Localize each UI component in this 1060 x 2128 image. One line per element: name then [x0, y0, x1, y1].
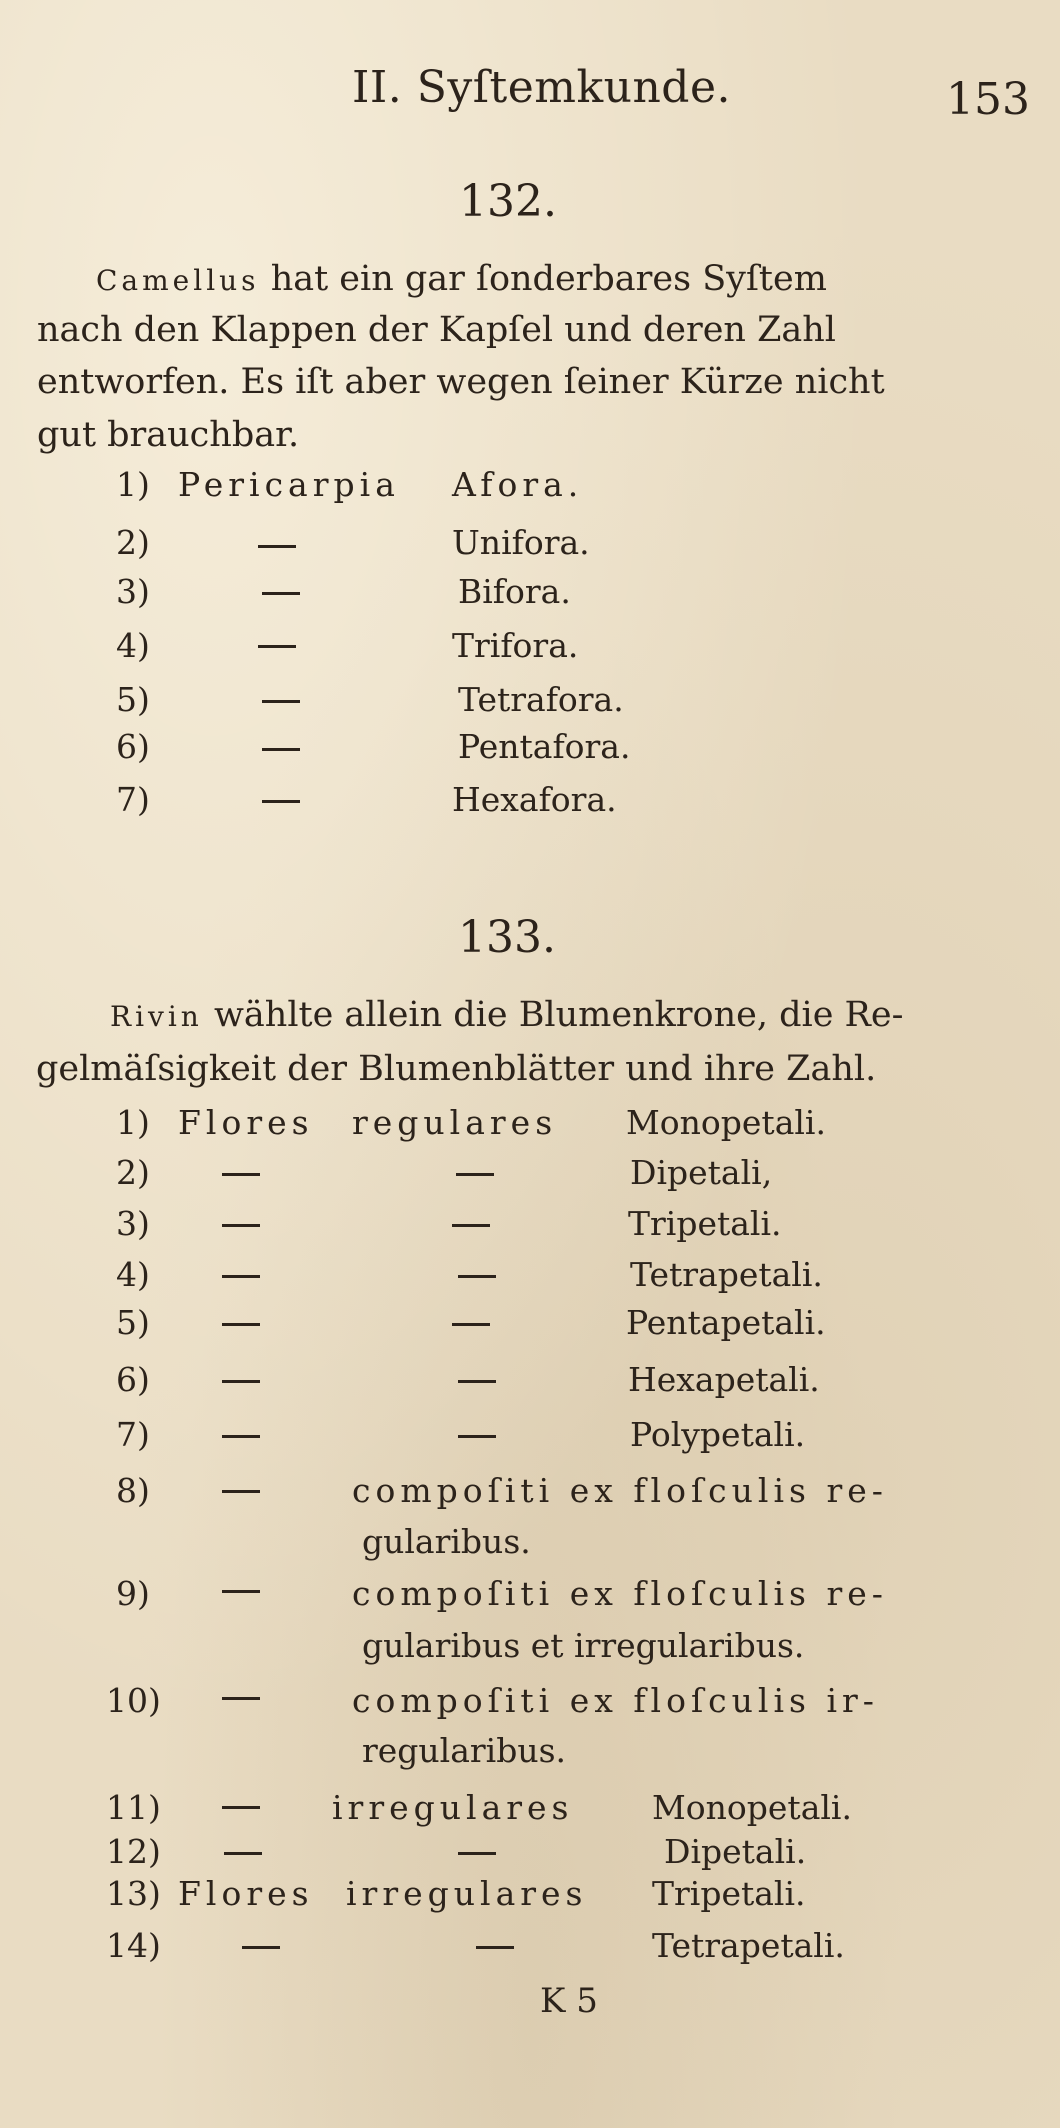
paragraph-text: wählte allein die Blumenkrone, die Re-	[202, 995, 904, 1035]
ditto-dash	[222, 1490, 260, 1493]
paragraph-132-line-2: nach den Klappen der Kapſel und deren Zahl	[37, 310, 837, 350]
ditto-dash	[224, 1852, 262, 1855]
paragraph-132-line-1	[96, 259, 827, 299]
author-name-rivin: Rivin	[110, 1000, 203, 1033]
list-133-c3-9: gularibus et irregularibus.	[362, 1626, 805, 1665]
paragraph-text: hat ein gar ſonderbares Syſtem	[259, 259, 827, 299]
list-133-num-14: 14)	[106, 1926, 161, 1965]
list-133-c3-13: Tripetali.	[652, 1874, 806, 1913]
list-133-num-11: 11)	[106, 1788, 161, 1827]
page-number: 153	[946, 74, 1030, 125]
list-133-c3-4: Tetrapetali.	[630, 1255, 823, 1294]
ditto-dash	[262, 700, 300, 703]
list-132-num-1: 1)	[116, 465, 150, 504]
ditto-dash	[262, 800, 300, 803]
section-number-133: 133.	[458, 912, 556, 963]
list-133-c2-10: compoſiti ex floſculis ir-	[352, 1681, 879, 1720]
list-133-c3-14: Tetrapetali.	[652, 1926, 845, 1965]
list-133-num-3: 3)	[116, 1204, 150, 1243]
list-133-c1-1: Flores	[178, 1103, 314, 1142]
list-133-num-6: 6)	[116, 1360, 150, 1399]
ditto-dash	[222, 1806, 260, 1809]
list-133-c3-7: Polypetali.	[630, 1415, 806, 1454]
list-133-num-12: 12)	[106, 1832, 161, 1871]
signature-mark: K 5	[540, 1981, 598, 2021]
paragraph-133-line-1	[110, 995, 904, 1035]
list-132-num-6: 6)	[116, 727, 150, 766]
running-head: II. Syſtemkunde.	[352, 62, 731, 113]
ditto-dash	[222, 1224, 260, 1227]
ditto-dash	[258, 545, 296, 548]
list-132-col2-1: Afora.	[452, 465, 584, 504]
ditto-dash	[222, 1435, 260, 1438]
list-133-c3-10: regularibus.	[362, 1731, 567, 1770]
ditto-dash	[452, 1323, 490, 1326]
list-132-col2-4: Trifora.	[452, 626, 579, 665]
ditto-dash	[222, 1380, 260, 1383]
list-132-col2-6: Pentafora.	[458, 727, 631, 766]
list-132-col2-7: Hexafora.	[452, 780, 617, 819]
list-133-c1-13: Flores	[178, 1874, 314, 1913]
list-133-num-7: 7)	[116, 1415, 150, 1454]
ditto-dash	[222, 1275, 260, 1278]
list-132-num-3: 3)	[116, 572, 150, 611]
ditto-dash	[222, 1697, 260, 1700]
list-133-c3-8: gularibus.	[362, 1522, 531, 1561]
ditto-dash	[476, 1946, 514, 1949]
list-132-col2-3: Bifora.	[458, 572, 571, 611]
list-133-c2-11: irregulares	[332, 1788, 574, 1827]
list-133-c2-13: irregulares	[346, 1874, 588, 1913]
ditto-dash	[458, 1852, 496, 1855]
paragraph-133-line-2: gelmäſsigkeit der Blumenblätter und ihre Zahl.	[36, 1049, 877, 1089]
ditto-dash	[458, 1435, 496, 1438]
list-133-num-8: 8)	[116, 1471, 150, 1510]
ditto-dash	[458, 1380, 496, 1383]
ditto-dash	[452, 1224, 490, 1227]
ditto-dash	[456, 1173, 494, 1176]
list-133-num-10: 10)	[106, 1681, 161, 1720]
list-133-c2-8: compoſiti ex floſculis re-	[352, 1471, 888, 1510]
author-name-camellus: Camellus	[96, 264, 260, 297]
ditto-dash	[222, 1590, 260, 1593]
ditto-dash	[222, 1323, 260, 1326]
list-132-num-2: 2)	[116, 523, 150, 562]
list-132-num-4: 4)	[116, 626, 150, 665]
list-133-num-5: 5)	[116, 1303, 150, 1342]
list-133-c2-9: compoſiti ex floſculis re-	[352, 1574, 888, 1613]
list-133-c3-12: Dipetali.	[664, 1832, 807, 1871]
list-132-col2-5: Tetrafora.	[458, 680, 624, 719]
list-132-num-5: 5)	[116, 680, 150, 719]
list-133-num-2: 2)	[116, 1153, 150, 1192]
ditto-dash	[258, 645, 296, 648]
list-133-c2-1: regulares	[352, 1103, 558, 1142]
list-133-c3-5: Pentapetali.	[626, 1303, 826, 1342]
list-133-c3-11: Monopetali.	[652, 1788, 852, 1827]
list-133-c3-1: Monopetali.	[626, 1103, 826, 1142]
paragraph-132-line-4: gut brauchbar.	[37, 415, 300, 455]
list-132-col1-1: Pericarpia	[178, 465, 400, 504]
list-132-num-7: 7)	[116, 780, 150, 819]
list-133-num-9: 9)	[116, 1574, 150, 1613]
ditto-dash	[262, 592, 300, 595]
list-132-col2-2: Unifora.	[452, 523, 590, 562]
section-number-132: 132.	[459, 176, 557, 227]
list-133-c3-6: Hexapetali.	[628, 1360, 820, 1399]
list-133-num-1: 1)	[116, 1103, 150, 1142]
ditto-dash	[262, 748, 300, 751]
list-133-num-13: 13)	[106, 1874, 161, 1913]
ditto-dash	[458, 1275, 496, 1278]
list-133-c3-3: Tripetali.	[628, 1204, 782, 1243]
list-133-c3-2: Dipetali,	[630, 1153, 773, 1192]
ditto-dash	[222, 1173, 260, 1176]
list-133-num-4: 4)	[116, 1255, 150, 1294]
paragraph-132-line-3: entworfen. Es iſt aber wegen ſeiner Kürze nicht	[37, 362, 885, 402]
ditto-dash	[242, 1946, 280, 1949]
